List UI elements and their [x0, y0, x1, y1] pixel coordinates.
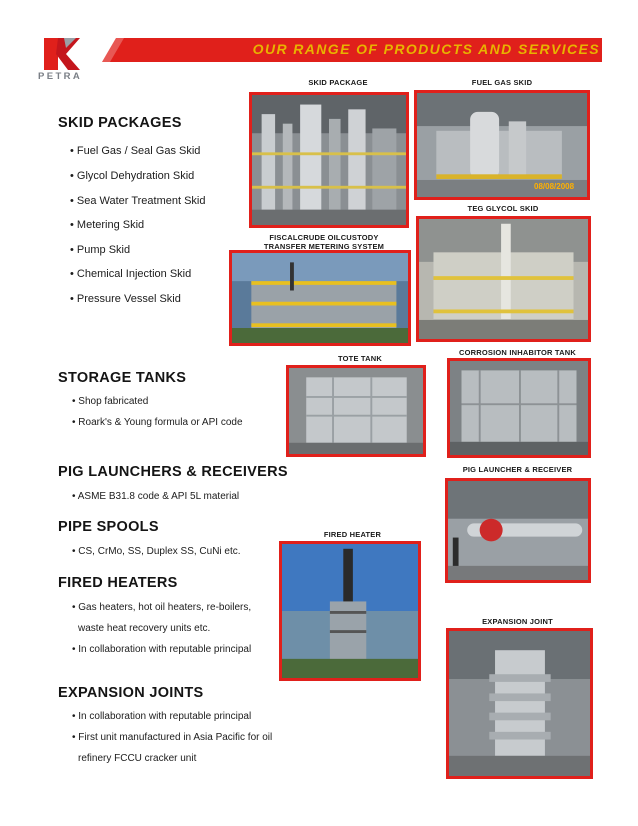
caption-teg-glycol-skid: TEG GLYCOL SKID	[467, 204, 539, 213]
heaters-item: • Gas heaters, hot oil heaters, re-boilers,	[72, 602, 252, 613]
skid-item: • Pump Skid	[70, 244, 131, 256]
caption-skid-package: SKID PACKAGE	[308, 78, 368, 87]
section-title-storage: STORAGE TANKS	[58, 370, 187, 386]
expansion-item: refinery FCCU cracker unit	[78, 753, 197, 764]
section-title-spools: PIPE SPOOLS	[58, 519, 159, 535]
photo-skid-package	[249, 92, 409, 228]
storage-item: • Roark's & Young formula or API code	[72, 417, 243, 428]
caption-pig-launcher: PIG LAUNCHER & RECEIVER	[462, 465, 573, 474]
skid-item: • Pressure Vessel Skid	[70, 293, 181, 305]
caption-expansion-joint: EXPANSION JOINT	[482, 617, 553, 626]
expansion-item: • First unit manufactured in Asia Pacific for oil	[72, 732, 273, 743]
photo-date-stamp: 08/08/2008	[534, 182, 575, 191]
photo-corrosion-tank	[447, 358, 591, 458]
page-title: OUR RANGE OF PRODUCTS AND SERVICES	[252, 41, 600, 57]
section-title-heaters: FIRED HEATERS	[58, 575, 178, 591]
skid-item: • Chemical Injection Skid	[70, 268, 192, 280]
caption-corrosion-tank: CORROSION INHABITOR TANK	[458, 348, 577, 357]
caption-tote-tank: TOTE TANK	[337, 354, 383, 363]
caption-fiscal-line1: FISCALCRUDE OILCUSTODY	[269, 233, 379, 242]
skid-item: • Metering Skid	[70, 219, 145, 231]
storage-item: • Shop fabricated	[72, 396, 149, 407]
section-title-pig: PIG LAUNCHERS & RECEIVERS	[58, 464, 288, 480]
spools-item: • CS, CrMo, SS, Duplex SS, CuNi etc.	[72, 546, 241, 557]
caption-fired-heater: FIRED HEATER	[323, 530, 382, 539]
company-name: PETRA	[38, 71, 83, 82]
skid-item: • Fuel Gas / Seal Gas Skid	[70, 145, 201, 157]
section-title-expansion: EXPANSION JOINTS	[58, 685, 204, 701]
section-title-skid: SKID PACKAGES	[58, 115, 182, 131]
heaters-item: • In collaboration with reputable principal	[72, 644, 252, 655]
photo-fiscal-metering	[229, 250, 411, 346]
photo-fired-heater	[279, 541, 421, 681]
photo-pig-launcher	[445, 478, 591, 583]
caption-fiscal-line2: TRANSFER METERING SYSTEM	[263, 242, 385, 251]
skid-item: • Sea Water Treatment Skid	[70, 195, 206, 207]
photo-tote-tank	[286, 365, 426, 457]
photo-teg-glycol-skid	[416, 216, 591, 342]
pig-item: • ASME B31.8 code & API 5L material	[72, 491, 240, 502]
heaters-item: waste heat recovery units etc.	[78, 623, 211, 634]
caption-fuel-gas-skid: FUEL GAS SKID	[471, 78, 533, 87]
skid-item: • Glycol Dehydration Skid	[70, 170, 195, 182]
photo-expansion-joint	[446, 628, 593, 779]
expansion-item: • In collaboration with reputable principal	[72, 711, 252, 722]
